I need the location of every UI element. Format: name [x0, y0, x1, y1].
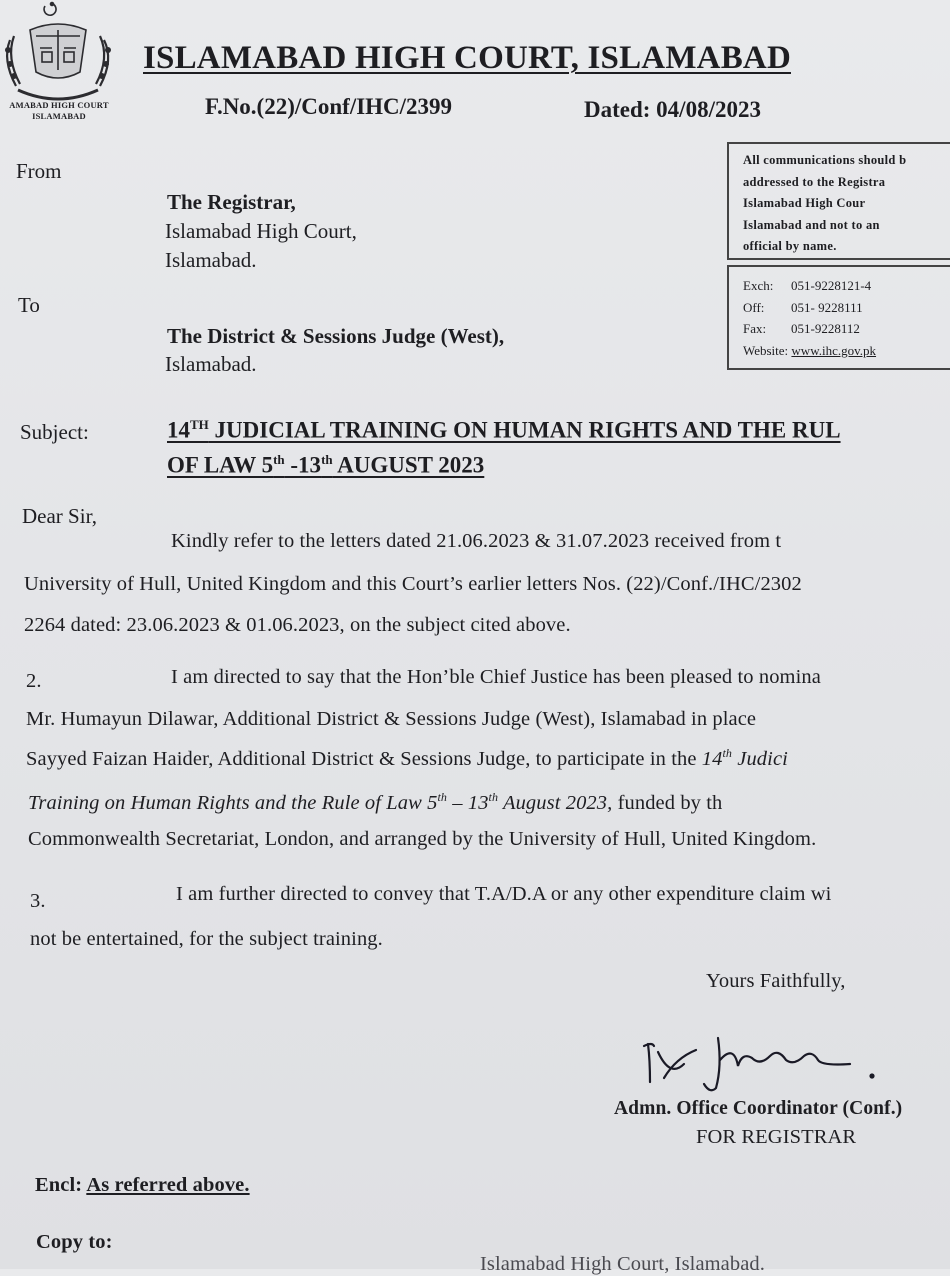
para2-number: 2.: [26, 670, 42, 692]
letter-date: Dated: 04/08/2023: [584, 97, 761, 122]
fax-number: 051-9228112: [791, 321, 860, 336]
copy-to-label: Copy to:: [36, 1231, 113, 1253]
para2-line5: Commonwealth Secretariat, London, and arranged by the University of Hull, United Kingdom.: [28, 828, 817, 850]
notice-line: Islamabad and not to an: [743, 217, 880, 232]
para1-line2: University of Hull, United Kingdom and this Court’s earlier letters Nos. (22)/Conf./IHC/2302: [24, 573, 802, 595]
exchange-row: [743, 275, 950, 297]
court-title: ISLAMABAD HIGH COURT, ISLAMABAD: [143, 40, 791, 76]
for-registrar: FOR REGISTRAR: [696, 1126, 857, 1148]
crest-caption-line1: AMABAD HIGH COURT: [9, 100, 109, 110]
para3-number: 3.: [30, 890, 46, 912]
para3-line2: not be entertained, for the subject training.: [30, 928, 383, 950]
crest-caption-line2: ISLAMABAD: [32, 111, 86, 121]
website-row: [743, 340, 950, 362]
exchange-label: Exch:: [743, 278, 774, 293]
subject-line1: 14TH JUDICIAL TRAINING ON HUMAN RIGHTS AND THE RUL: [167, 417, 841, 443]
fax-label: Fax:: [743, 321, 767, 336]
para2-line3: Sayyed Faizan Haider, Additional District & Sessions Judge, to participate in the 14th Judici: [26, 746, 788, 770]
salutation: Dear Sir,: [22, 504, 97, 528]
notice-line: All communications should b: [743, 153, 907, 167]
exchange-number: 051-9228121-4: [791, 278, 872, 293]
enclosure-value: As referred above.: [86, 1174, 250, 1196]
para2-line1: I am directed to say that the Hon’ble Chief Justice has been pleased to nomina: [171, 666, 821, 688]
communications-notice-box: [727, 142, 950, 260]
para1-line1: Kindly refer to the letters dated 21.06.2023 & 31.07.2023 received from t: [171, 530, 782, 552]
office-row: [743, 297, 950, 319]
para1-line3: 2264 dated: 23.06.2023 & 01.06.2023, on the subject cited above.: [24, 614, 571, 636]
para2-line2: Mr. Humayun Dilawar, Additional District & Sessions Judge (West), Islamabad in place: [26, 708, 757, 730]
to-line2: Islamabad.: [165, 352, 257, 376]
para3-line1: I am further directed to convey that T.A/D.A or any other expenditure claim wi: [176, 883, 832, 905]
notice-line: Islamabad High Cour: [743, 196, 866, 210]
office-label: Off:: [743, 299, 765, 315]
signatory-designation: Admn. Office Coordinator (Conf.): [614, 1098, 903, 1119]
to-label: To: [18, 293, 40, 317]
copy-to-partial: Islamabad High Court, Islamabad.: [480, 1253, 766, 1275]
subject-label: Subject:: [20, 420, 89, 444]
subject-line2: OF LAW 5th -13th AUGUST 2023: [167, 452, 485, 478]
file-number: F.No.(22)/Conf/IHC/2399: [205, 94, 453, 119]
to-name: The District & Sessions Judge (West),: [167, 324, 505, 348]
website-link[interactable]: www.ihc.gov.pk: [791, 342, 877, 358]
from-name: The Registrar,: [167, 190, 296, 214]
contact-box: [727, 265, 950, 370]
office-number: 051- 9228111: [791, 299, 863, 315]
enclosure: [35, 1174, 250, 1197]
enclosure-label: Encl:: [35, 1174, 83, 1196]
signature-icon: [600, 1030, 880, 1095]
notice-line: addressed to the Registra: [743, 174, 886, 189]
from-line3: Islamabad.: [165, 248, 257, 272]
yours-faithfully: Yours Faithfully,: [706, 970, 846, 992]
website-label: Website:: [743, 342, 789, 358]
from-label: From: [16, 159, 62, 183]
fax-row: [743, 318, 950, 340]
para2-line4: Training on Human Rights and the Rule of Law 5th – 13th August 2023, funded by th: [28, 790, 723, 814]
from-line2: Islamabad High Court,: [165, 219, 357, 243]
notice-line: official by name.: [743, 239, 837, 253]
